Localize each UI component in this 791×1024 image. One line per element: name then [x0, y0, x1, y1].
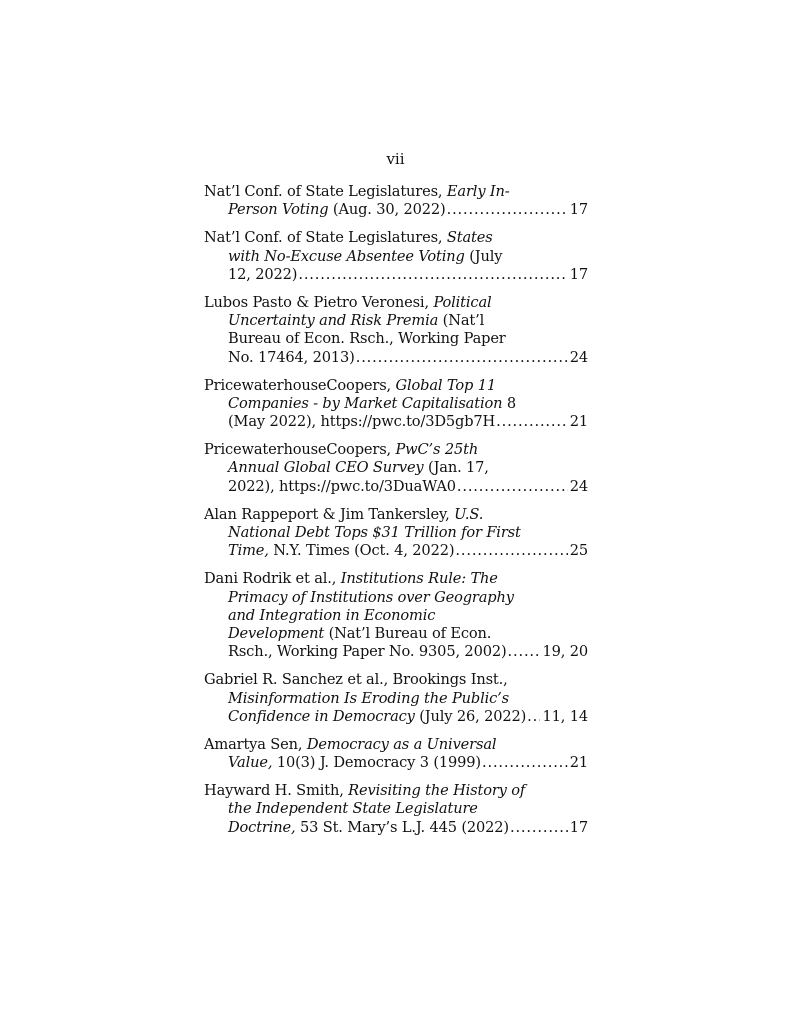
- citation-text-segment: (Nat’l: [438, 312, 485, 330]
- dot-leader: [508, 643, 541, 661]
- citation-text-segment: N.Y. Times (Oct. 4, 2022): [268, 542, 455, 560]
- citation-text: [228, 349, 355, 367]
- citation-text-segment: PricewaterhouseCoopers,: [204, 441, 396, 459]
- citation-title: States: [446, 229, 493, 247]
- citation-title: Time,: [228, 542, 269, 560]
- citation-title: Institutions Rule: The: [340, 570, 498, 588]
- citation-text-segment: Nat’l Conf. of State Legislatures,: [204, 183, 447, 200]
- citation-text-segment: 12, 2022): [228, 265, 298, 283]
- citation-title: Primacy of Institutions over Geography: [228, 588, 514, 606]
- dot-leader: [356, 349, 568, 367]
- citation-text-segment: (July: [464, 247, 503, 265]
- page-reference: 11, 14: [542, 707, 588, 725]
- citation-text-segment: Hayward H. Smith,: [204, 782, 349, 800]
- citation-line: [204, 782, 588, 800]
- citation-line: [204, 183, 588, 201]
- citation-title: Political: [433, 293, 492, 311]
- dot-leader: [457, 478, 568, 496]
- citation-text-segment: 8: [502, 394, 516, 412]
- page-reference: 17: [569, 265, 588, 283]
- citation-text-segment: Gabriel R. Sanchez et al., Brookings Inst.,: [204, 671, 508, 689]
- dot-leader: [447, 201, 568, 219]
- citation-text-segment: 53 St. Mary’s L.J. 445 (2022): [295, 818, 509, 836]
- citation-title: Misinformation Is Eroding the Public’s: [228, 689, 509, 707]
- citation-entry: [204, 377, 588, 432]
- citation-title: Annual Global CEO Survey: [228, 459, 424, 477]
- citation-line: [204, 754, 588, 772]
- citation-title: the Independent State Legislature: [228, 800, 478, 818]
- citation-text-segment: 10(3) J. Democracy 3 (1999): [272, 754, 481, 772]
- citation-title: Global Top 11: [395, 376, 496, 394]
- citation-text-segment: (Aug. 30, 2022): [328, 201, 446, 219]
- citation-entry: [204, 671, 588, 726]
- citation-title: Revisiting the History of: [348, 782, 526, 800]
- citation-line: [204, 643, 588, 661]
- citation-line: [204, 201, 588, 219]
- citation-text-segment: 2022), https://pwc.to/3DuaWA0: [228, 477, 456, 495]
- citation-text: [228, 266, 297, 284]
- citation-line: [204, 800, 588, 818]
- citation-entry: [204, 294, 588, 367]
- citation-title: Companies - by Market Capitalisation: [228, 394, 503, 412]
- page-reference: 21: [569, 413, 588, 431]
- citation-title: and Integration in Economic: [228, 606, 436, 624]
- citation-title: PwC’s 25th: [395, 441, 479, 459]
- citation-line: [204, 413, 588, 431]
- page-reference: 24: [569, 477, 588, 495]
- citation-line: [204, 708, 588, 726]
- page-reference: 21: [569, 754, 588, 772]
- citation-line: [204, 266, 588, 284]
- citation-line: [204, 506, 588, 524]
- dot-leader: [298, 266, 567, 284]
- citation-text: [228, 708, 526, 726]
- citation-title: Development: [228, 624, 325, 642]
- citation-title: Uncertainty and Risk Premia: [228, 312, 439, 330]
- citation-title: Early In-: [446, 183, 510, 200]
- citation-title: U.S.: [454, 505, 484, 523]
- citation-line: [204, 589, 588, 607]
- citation-entry: [204, 506, 588, 561]
- dot-leader: [455, 542, 567, 560]
- citation-text-segment: (July 26, 2022): [414, 707, 527, 725]
- citation-line: [204, 395, 588, 413]
- citation-line: [204, 294, 588, 312]
- citation-line: [204, 736, 588, 754]
- citation-title: Democracy as a Universal: [306, 735, 497, 753]
- citation-line: [204, 819, 588, 837]
- citation-entry: [204, 736, 588, 772]
- citation-text-segment: Bureau of Econ. Rsch., Working Paper: [228, 330, 506, 348]
- citation-title: Person Voting: [228, 201, 329, 219]
- dot-leader: [527, 708, 540, 726]
- citation-entry: [204, 782, 588, 837]
- citation-entry: [204, 570, 588, 661]
- citation-line: [204, 349, 588, 367]
- citation-line: [204, 607, 588, 625]
- citation-text-segment: PricewaterhouseCoopers,: [204, 376, 396, 394]
- page-reference: 17: [569, 818, 588, 836]
- citation-text-segment: (May 2022), https://pwc.to/3D5gb7H: [228, 413, 496, 431]
- citation-title: Doctrine,: [228, 818, 296, 836]
- citation-text-segment: Alan Rappeport & Jim Tankersley,: [204, 505, 455, 523]
- citation-line: [204, 312, 588, 330]
- citation-line: [204, 441, 588, 459]
- citation-text-segment: Amartya Sen,: [204, 735, 307, 753]
- citation-text-segment: (Nat’l Bureau of Econ.: [324, 624, 492, 642]
- citation-entry: [204, 183, 588, 219]
- page-reference: 24: [569, 348, 588, 366]
- page-reference: 25: [569, 542, 588, 560]
- citation-line: [204, 330, 588, 348]
- page-reference: 17: [569, 201, 588, 219]
- citation-line: [204, 524, 588, 542]
- citation-line: [204, 671, 588, 689]
- citation-text: [228, 201, 446, 219]
- citation-line: [204, 229, 588, 247]
- dot-leader: [496, 413, 568, 431]
- page-reference: 19, 20: [542, 643, 588, 661]
- citation-line: [204, 570, 588, 588]
- citation-line: [204, 690, 588, 708]
- citation-line: [204, 377, 588, 395]
- dot-leader: [482, 754, 568, 772]
- citation-text: [228, 413, 495, 431]
- citation-line: [204, 248, 588, 266]
- citation-text-segment: (Jan. 17,: [423, 459, 489, 477]
- citation-text-segment: Dani Rodrik et al.,: [204, 570, 341, 588]
- citation-line: [204, 459, 588, 477]
- citation-text: [228, 754, 481, 772]
- citation-text: [228, 819, 509, 837]
- page-number: vii: [386, 150, 405, 168]
- citation-text-segment: No. 17464, 2013): [228, 348, 355, 366]
- citation-text-segment: Lubos Pasto & Pietro Veronesi,: [204, 293, 434, 311]
- citation-title: with No-Excuse Absentee Voting: [228, 247, 465, 265]
- citation-entry: [204, 229, 588, 284]
- dot-leader: [510, 819, 568, 837]
- citation-title: National Debt Tops $31 Trillion for First: [228, 524, 521, 541]
- citation-entry: [204, 441, 588, 496]
- citation-title: Confidence in Democracy: [228, 707, 415, 725]
- citation-text: [228, 478, 456, 496]
- citation-line: [204, 542, 588, 560]
- citation-text-segment: Nat’l Conf. of State Legislatures,: [204, 229, 447, 247]
- table-of-authorities: [204, 183, 588, 847]
- citation-text-segment: Rsch., Working Paper No. 9305, 2002): [228, 643, 507, 661]
- citation-title: Value,: [228, 754, 273, 772]
- citation-line: [204, 625, 588, 643]
- citation-text: [228, 643, 507, 661]
- citation-text: [228, 542, 454, 560]
- citation-line: [204, 478, 588, 496]
